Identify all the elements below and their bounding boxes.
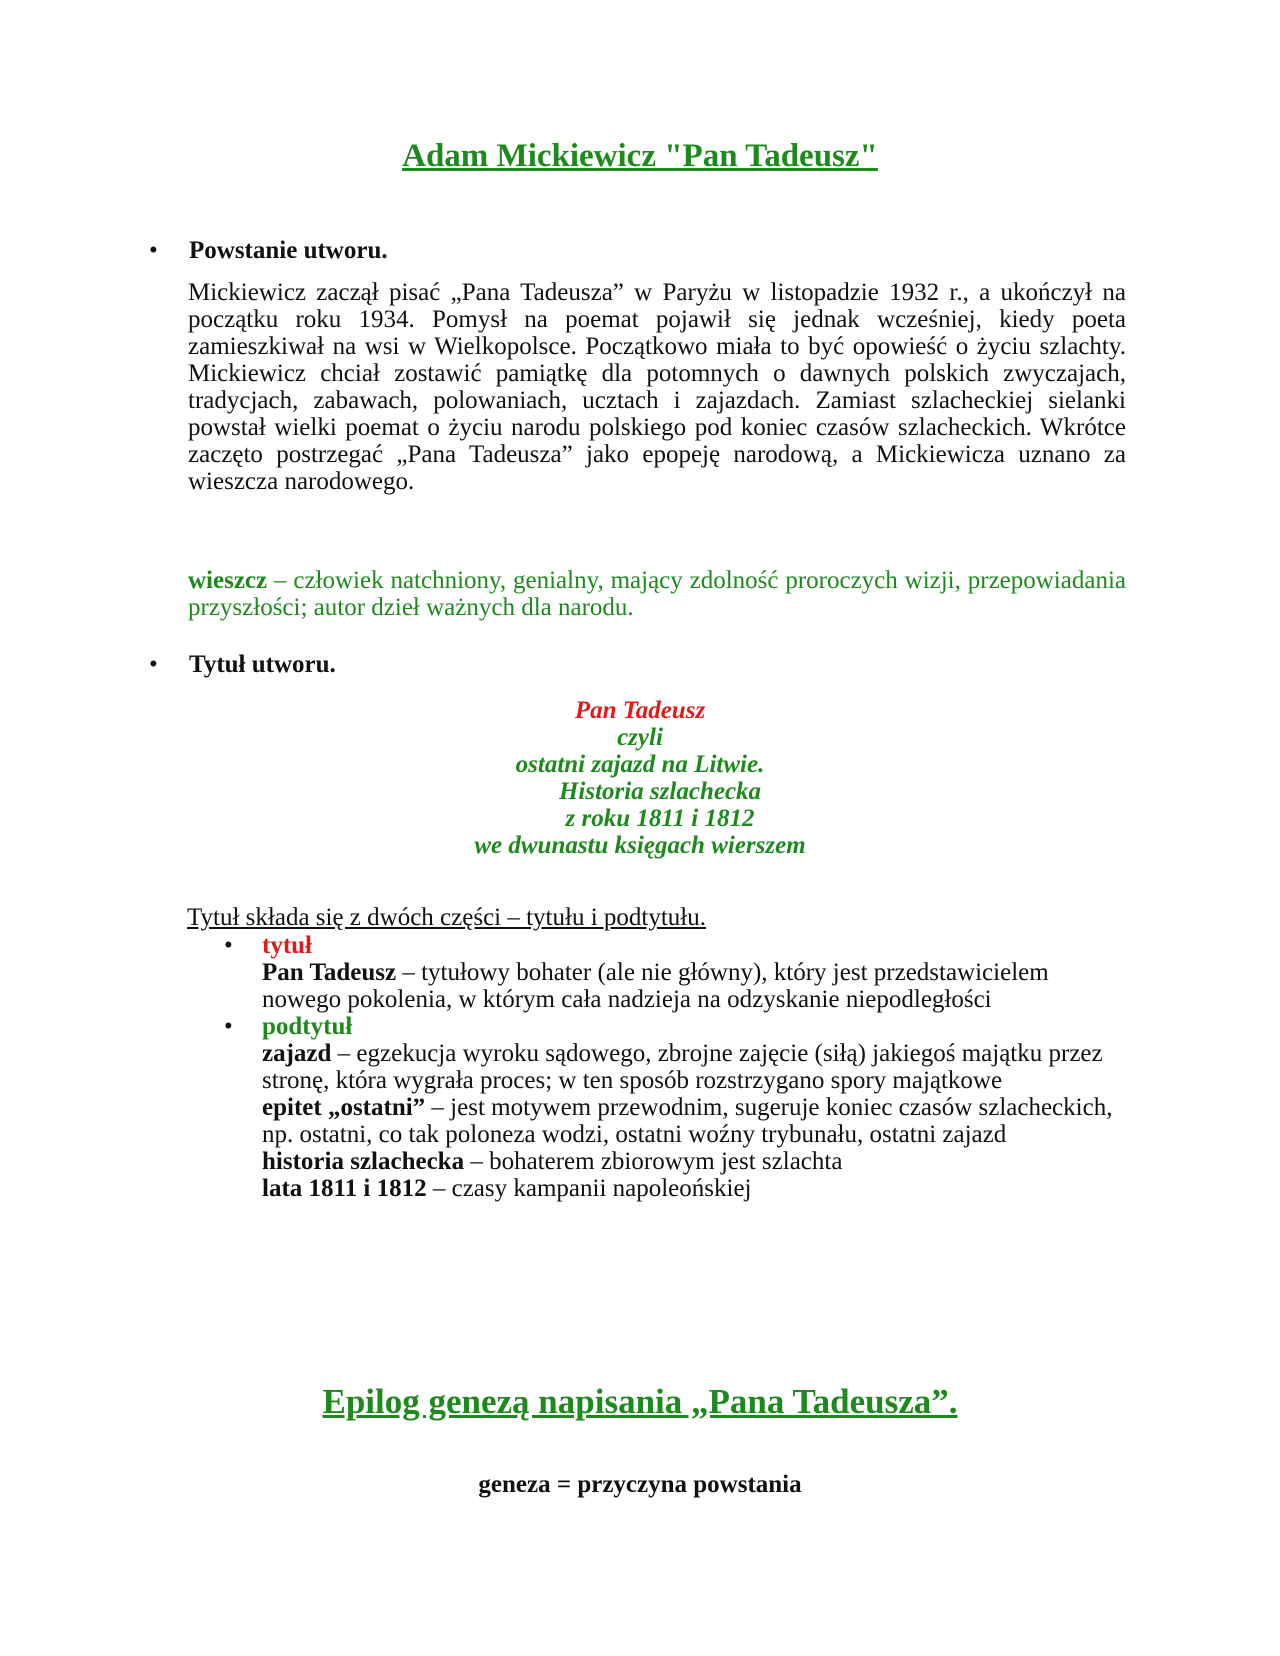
entry-term: Pan Tadeusz <box>262 959 397 986</box>
full-title-line: Pan Tadeusz <box>574 697 706 724</box>
section-heading-label: Tytuł utworu. <box>189 651 336 678</box>
bullet-icon: • <box>149 237 158 264</box>
entry-text: – jest motywem przewodnim, sugeruje koniec czasów szlacheckich, np. ostatni, co tak poloneza wodzi, ostatni woźny trybunału, ostatni zajazd <box>262 1094 1113 1148</box>
definition-text: – człowiek natchniony, genialny, mający zdolność proroczych wizji, przepowiadania przyszłości; autor dzieł ważnych dla narodu. <box>188 567 1126 621</box>
origin-paragraph: Mickiewicz zaczął pisać „Pana Tadeusza” w Paryżu w listopadzie 1932 r., a ukończył na początku roku 1934. Pomysł na poemat pojawił się jednak wcześniej, kiedy poeta zamieszkiwał na wsi w Wielkopolsce. Początkowo miała to być opowieść o życiu szlachty. Mickiewicz chciał zostawić pamiątkę dla potomnych o dawnych polskich zwyczajach, tradycjach, zabawach, polowaniach, ucztach i zajazdach. Zamiast szlacheckiej sielanki powstał wielki poemat o życiu narodu polskiego pod koniec czasów szlacheckich. Wkrótce zaczęto postrzegać „Pana Tadeusza” jako epopeję narodową, a Mickiewicza uznano za wieszcza narodowego. <box>188 279 1126 495</box>
full-title-block <box>0 697 1280 859</box>
entry-text: – bohaterem zbiorowym jest szlachta <box>464 1148 843 1175</box>
section-heading-title <box>149 650 336 680</box>
bullet-icon: • <box>224 1013 233 1040</box>
bullet-icon: • <box>224 932 233 959</box>
title-parts-list <box>224 932 1124 1202</box>
entry-term: historia szlachecka <box>262 1148 465 1175</box>
definition-wieszcz <box>188 567 1126 621</box>
full-title-line: czyli <box>617 724 663 751</box>
entry-text: – egzekucja wyroku sądowego, zbrojne zajęcie (siłą) jakiegoś majątku przez stronę, która wygrała proces; w ten sposób rozstrzygano spory majątkowe <box>262 1040 1103 1094</box>
section-heading-origin <box>149 236 388 266</box>
definition-term: wieszcz <box>188 567 268 594</box>
entry-term: epitet „ostatni” <box>262 1094 426 1121</box>
geneza-definition: geneza = przyczyna powstania <box>478 1471 802 1498</box>
entry <box>262 1175 1124 1202</box>
section-heading-label: Powstanie utworu. <box>189 237 388 264</box>
full-title-line: ostatni zajazd na Litwie. <box>515 751 765 778</box>
full-title-line: we dwunastu księgach wierszem <box>474 832 806 859</box>
full-title-line: z roku 1811 i 1812 <box>565 805 755 832</box>
title-structure-note: Tytuł składa się z dwóch części – tytułu i podtytułu. <box>187 904 706 931</box>
list-item-label: tytuł <box>262 932 312 959</box>
bullet-icon: • <box>149 651 158 678</box>
list-item-label: podtytuł <box>262 1013 353 1040</box>
entry <box>262 1148 1124 1175</box>
full-title-line: Historia szlachecka <box>558 778 762 805</box>
entry-text: – tytułowy bohater (ale nie główny), który jest przedstawicielem nowego pokolenia, w którym cała nadzieja na odzyskanie niepodległości <box>262 959 1049 1013</box>
list-item <box>224 1013 1124 1202</box>
entry-term: zajazd <box>262 1040 332 1067</box>
list-item <box>224 932 1124 1013</box>
entry <box>262 959 1124 1013</box>
entry <box>262 1040 1124 1094</box>
epilog-heading: Epilog genezą napisania „Pana Tadeusza”. <box>322 1382 958 1421</box>
entry-text: – czasy kampanii napoleońskiej <box>426 1175 752 1202</box>
page-title: Adam Mickiewicz "Pan Tadeusz" <box>402 138 878 174</box>
entry-term: lata 1811 i 1812 <box>262 1175 427 1202</box>
entry <box>262 1094 1124 1148</box>
